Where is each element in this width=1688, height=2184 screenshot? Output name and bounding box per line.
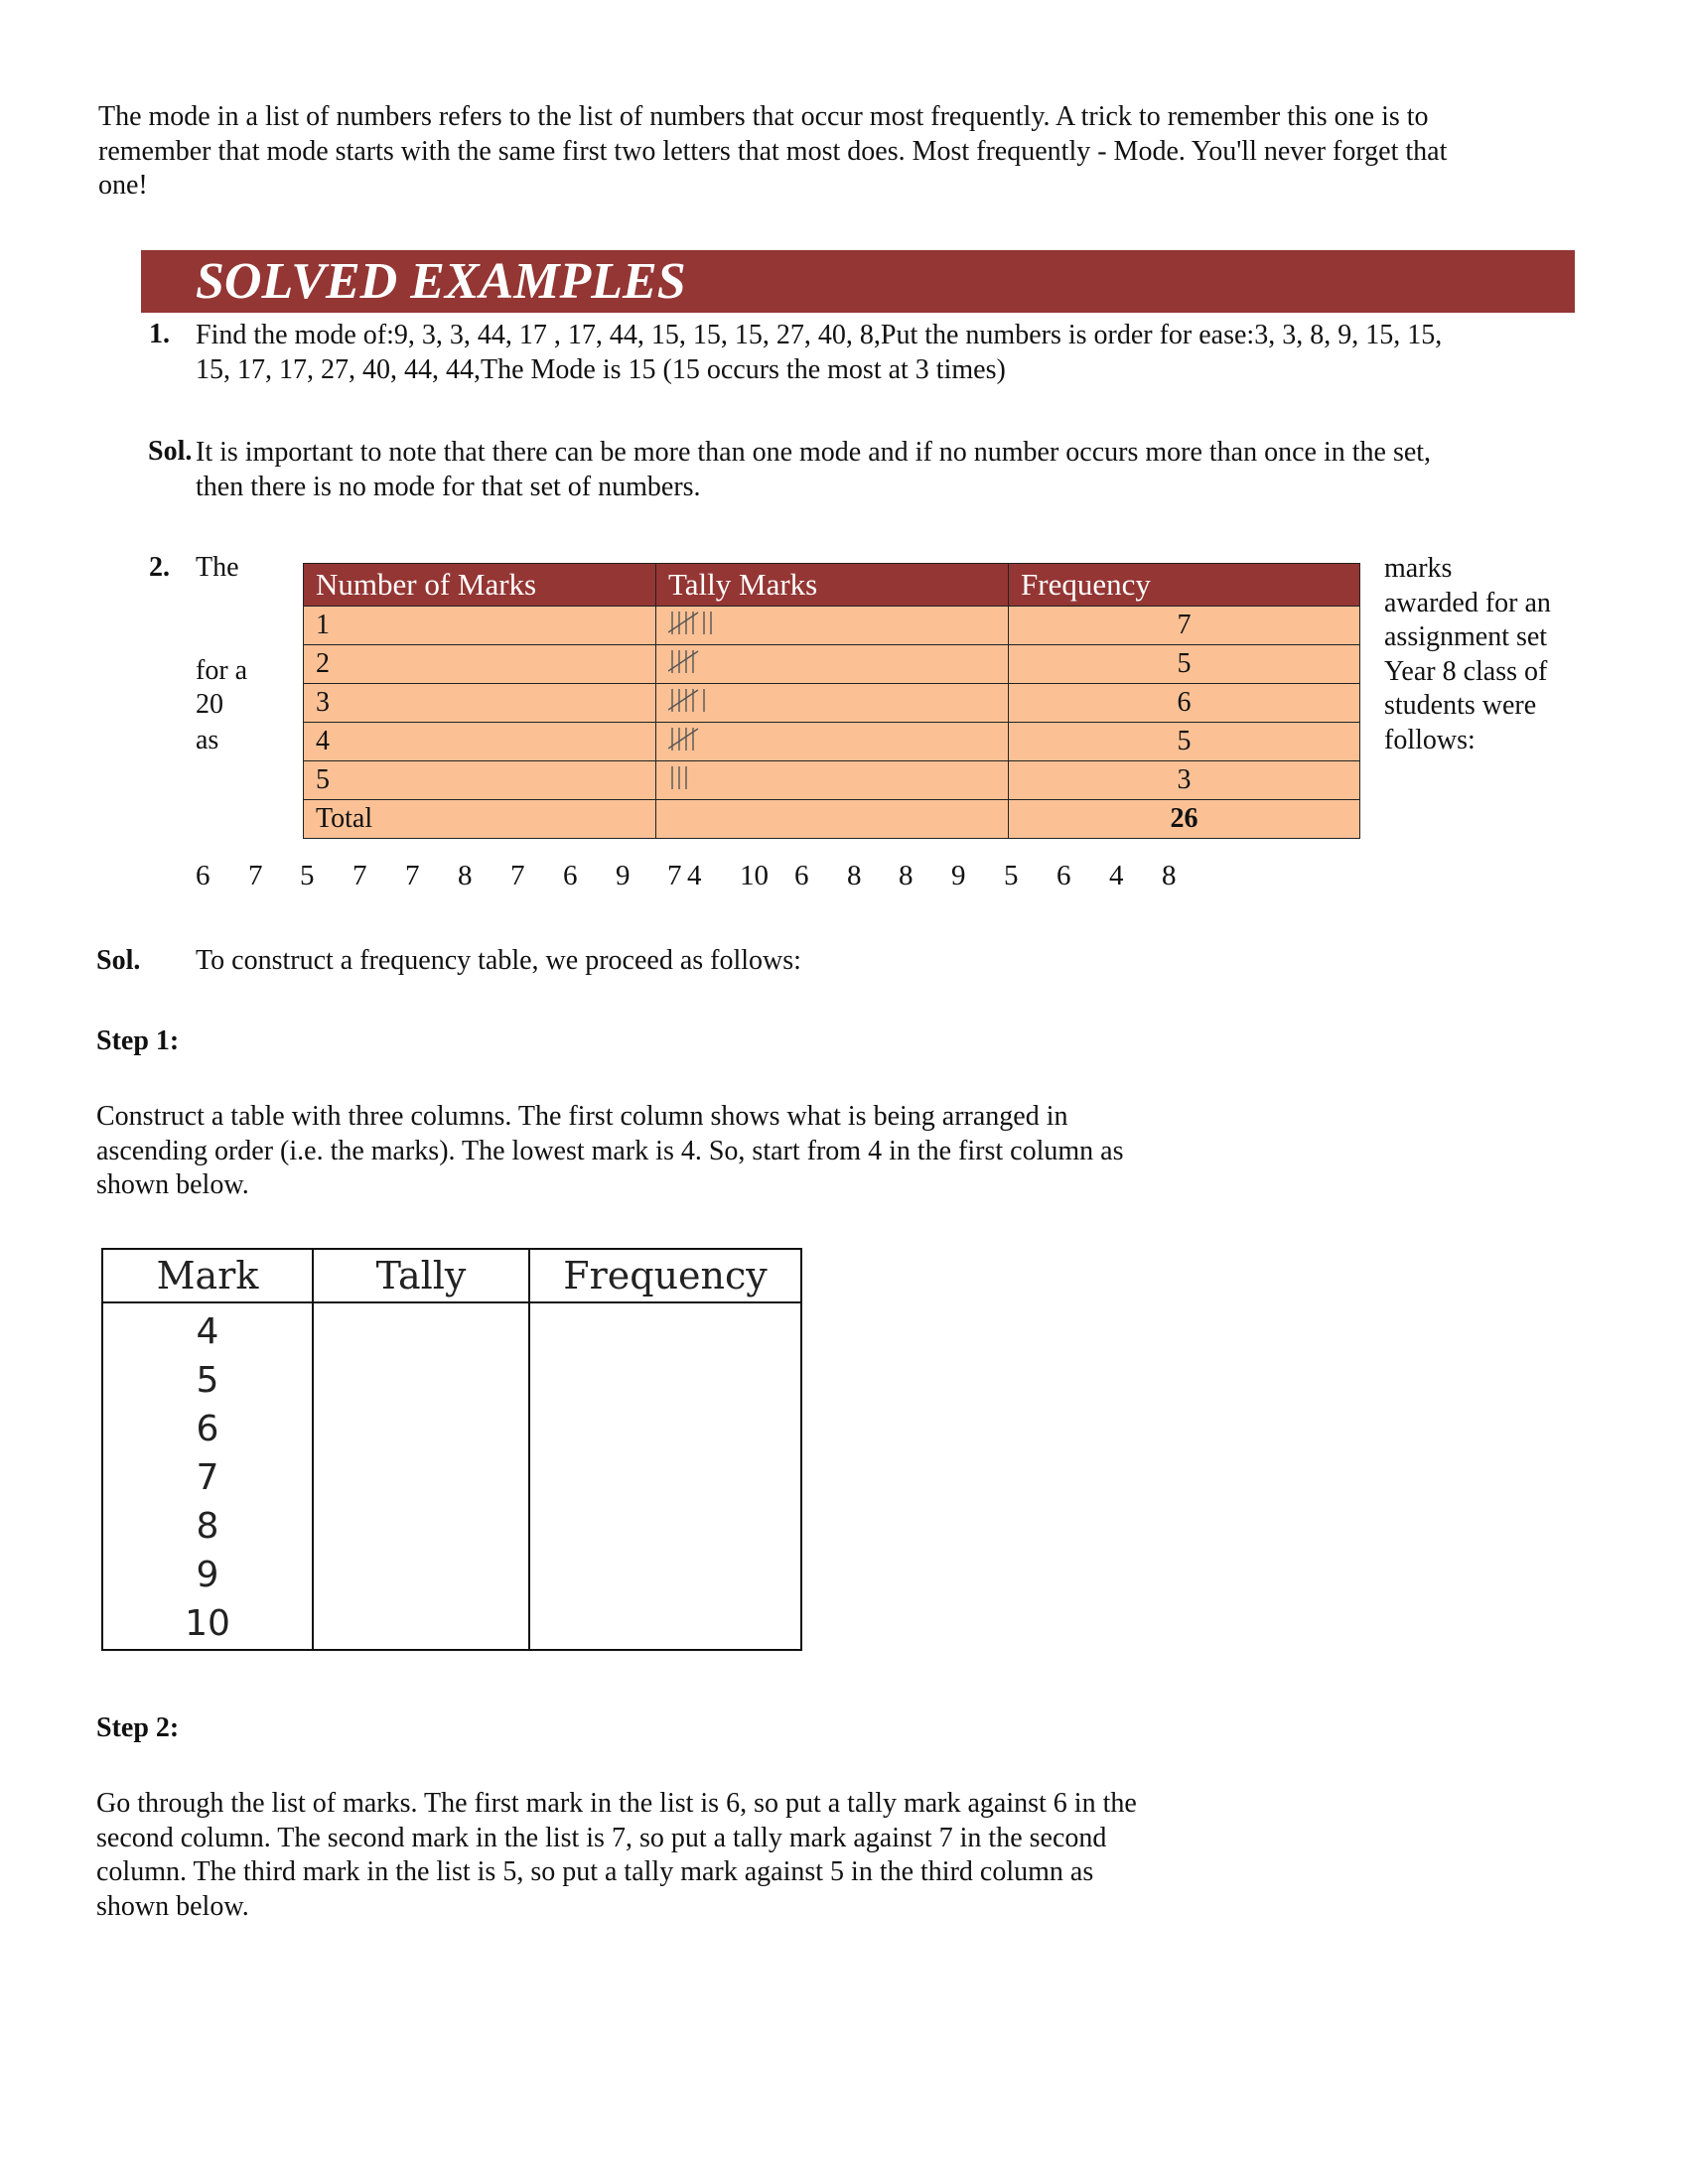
tally-marks-graphic	[668, 609, 728, 643]
tally-frequency-table	[303, 563, 1360, 839]
tally-marks-graphic	[668, 763, 703, 798]
marks-list-item: 5	[300, 860, 315, 891]
marks-list-item: 6	[1056, 860, 1071, 891]
marks-list-item: 8	[847, 860, 862, 891]
frequency-cell: 7	[1009, 607, 1360, 645]
frequency-cell: 5	[1009, 645, 1360, 684]
mark-cell: 1	[304, 607, 656, 645]
mark-cell: 5	[304, 761, 656, 800]
step-1-line-2: ascending order (i.e. the marks). The lowest mark is 4. So, start from 4 in the first column as	[96, 1135, 1124, 1166]
right-line-3: assignment set	[1384, 621, 1548, 652]
marks-list-item: 7	[352, 860, 367, 891]
marks-list-item: 9	[616, 860, 631, 891]
mark-cell: 3	[304, 684, 656, 723]
example-1-line-1: Find the mode of:9, 3, 3, 44, 17 , 17, 44, 15, 15, 15, 27, 40, 8,Put the numbers is order for ease:3, 3, 8, 9, 15, 15,	[196, 320, 1443, 350]
step-2-title: Step 2:	[96, 1712, 180, 1743]
example-1-sol-label: Sol.	[148, 436, 193, 467]
example-1-sol-line-1: It is important to note that there can be more than one mode and if no number occurs more than once in the set,	[196, 437, 1432, 468]
header-tally-marks: Tally Marks	[656, 564, 1009, 607]
step-1-line-1: Construct a table with three columns. The first column shows what is being arranged in	[96, 1101, 1068, 1132]
total-tally-cell	[656, 800, 1009, 839]
frequency-column-empty	[529, 1302, 801, 1650]
tally-cell	[656, 761, 1009, 800]
tally-svg	[668, 686, 721, 714]
table-total-row	[304, 800, 1360, 839]
step-2-line-4: shown below.	[96, 1890, 249, 1922]
example-1-solution	[196, 436, 1431, 504]
blank-table-body	[102, 1302, 801, 1650]
marks-list-item: 8	[1162, 860, 1177, 891]
marks-list-item: 7	[248, 860, 263, 891]
tally-marks-graphic	[668, 647, 714, 682]
mark-value: 5	[196, 1360, 219, 1401]
example-1-question	[196, 319, 1442, 387]
example-1-sol-line-2: then there is no mode for that set of numbers.	[196, 471, 701, 502]
right-line-6: follows:	[1384, 724, 1476, 755]
mark-cell: 4	[304, 723, 656, 761]
header-number-of-marks: Number of Marks	[304, 564, 656, 607]
tally-svg	[668, 725, 714, 752]
intro-line-3: one!	[98, 170, 148, 201]
marks-column	[102, 1302, 313, 1650]
example-2-word-for-a: for a	[196, 655, 248, 686]
tally-cell	[656, 607, 1009, 645]
marks-list-item: 4	[1109, 860, 1124, 891]
example-2-right-text	[1384, 552, 1551, 757]
table-row	[304, 645, 1360, 684]
total-label: Total	[304, 800, 656, 839]
frequency-cell: 6	[1009, 684, 1360, 723]
marks-list-item: 6	[196, 860, 211, 891]
marks-list-item: 6	[794, 860, 809, 891]
mark-value: 6	[196, 1409, 219, 1449]
example-2-word-20: 20	[196, 689, 223, 720]
intro-line-2: remember that mode starts with the same first two letters that most does. Most frequently - Mode. You'll never forget that	[98, 135, 1448, 167]
tally-marks-graphic	[668, 725, 714, 759]
marks-list-item: 5	[1004, 860, 1019, 891]
right-line-1: marks	[1384, 553, 1453, 584]
intro-paragraph	[98, 100, 1447, 204]
marks-list-item: 4	[687, 860, 702, 891]
step-1-title: Step 1:	[96, 1025, 180, 1056]
marks-list-item: 7	[405, 860, 420, 891]
intro-line-1: The mode in a list of numbers refers to the list of numbers that occur most frequently. A trick to remember this one is to	[98, 101, 1429, 132]
mark-value: 9	[196, 1555, 219, 1595]
tally-cell	[656, 645, 1009, 684]
total-value: 26	[1009, 800, 1360, 839]
frequency-cell: 5	[1009, 723, 1360, 761]
marks-list-item: 8	[458, 860, 473, 891]
table-row	[304, 723, 1360, 761]
blank-frequency-table	[101, 1248, 802, 1651]
mark-cell: 2	[304, 645, 656, 684]
step-1-line-3: shown below.	[96, 1169, 249, 1200]
right-line-5: students were	[1384, 690, 1537, 721]
table-row	[304, 684, 1360, 723]
marks-list-item: 9	[951, 860, 966, 891]
marks-list-item: 8	[899, 860, 914, 891]
blank-table-header-row	[102, 1249, 801, 1302]
example-2-word-as: as	[196, 725, 219, 755]
solution-label: Sol.	[96, 945, 141, 976]
mark-value: 10	[185, 1603, 230, 1644]
example-1-number: 1.	[149, 319, 170, 349]
marks-list-item: 10	[740, 860, 769, 891]
right-line-4: Year 8 class of	[1384, 655, 1548, 687]
step-2-line-3: column. The third mark in the list is 5, so put a tally mark against 5 in the third column as	[96, 1856, 1094, 1887]
mark-value: 8	[196, 1506, 219, 1547]
tally-cell	[656, 723, 1009, 761]
header-tally: Tally	[313, 1249, 529, 1302]
marks-list-item: 7	[667, 860, 682, 891]
mark-value: 4	[196, 1311, 219, 1352]
marks-list-item: 6	[563, 860, 578, 891]
mark-value: 7	[196, 1457, 219, 1498]
marks-list-item: 7	[510, 860, 525, 891]
frequency-cell: 3	[1009, 761, 1360, 800]
tally-svg	[668, 609, 728, 636]
step-2-line-1: Go through the list of marks. The first mark in the list is 6, so put a tally mark against 6 in the	[96, 1788, 1137, 1819]
tally-column-empty	[313, 1302, 529, 1650]
header-mark: Mark	[102, 1249, 313, 1302]
table-row	[304, 761, 1360, 800]
table-header-row	[304, 564, 1360, 607]
banner-title: SOLVED EXAMPLES	[196, 253, 686, 310]
solution-intro-text: To construct a frequency table, we proceed as follows:	[196, 945, 801, 976]
header-frequency: Frequency	[1009, 564, 1360, 607]
example-2-word-the: The	[196, 552, 239, 583]
tally-cell	[656, 684, 1009, 723]
step-2-paragraph	[96, 1787, 1137, 1924]
step-1-paragraph	[96, 1100, 1123, 1203]
step-2-line-2: second column. The second mark in the list is 7, so put a tally mark against 7 in the second	[96, 1822, 1107, 1853]
tally-svg	[668, 763, 703, 791]
example-2-number: 2.	[149, 552, 170, 583]
table-row	[304, 607, 1360, 645]
right-line-2: awarded for an	[1384, 587, 1551, 618]
example-1-line-2: 15, 17, 17, 27, 40, 44, 44,The Mode is 15 (15 occurs the most at 3 times)	[196, 353, 1006, 385]
tally-marks-graphic	[668, 686, 721, 721]
tally-svg	[668, 647, 714, 675]
header-frequency-blank: Frequency	[529, 1249, 801, 1302]
